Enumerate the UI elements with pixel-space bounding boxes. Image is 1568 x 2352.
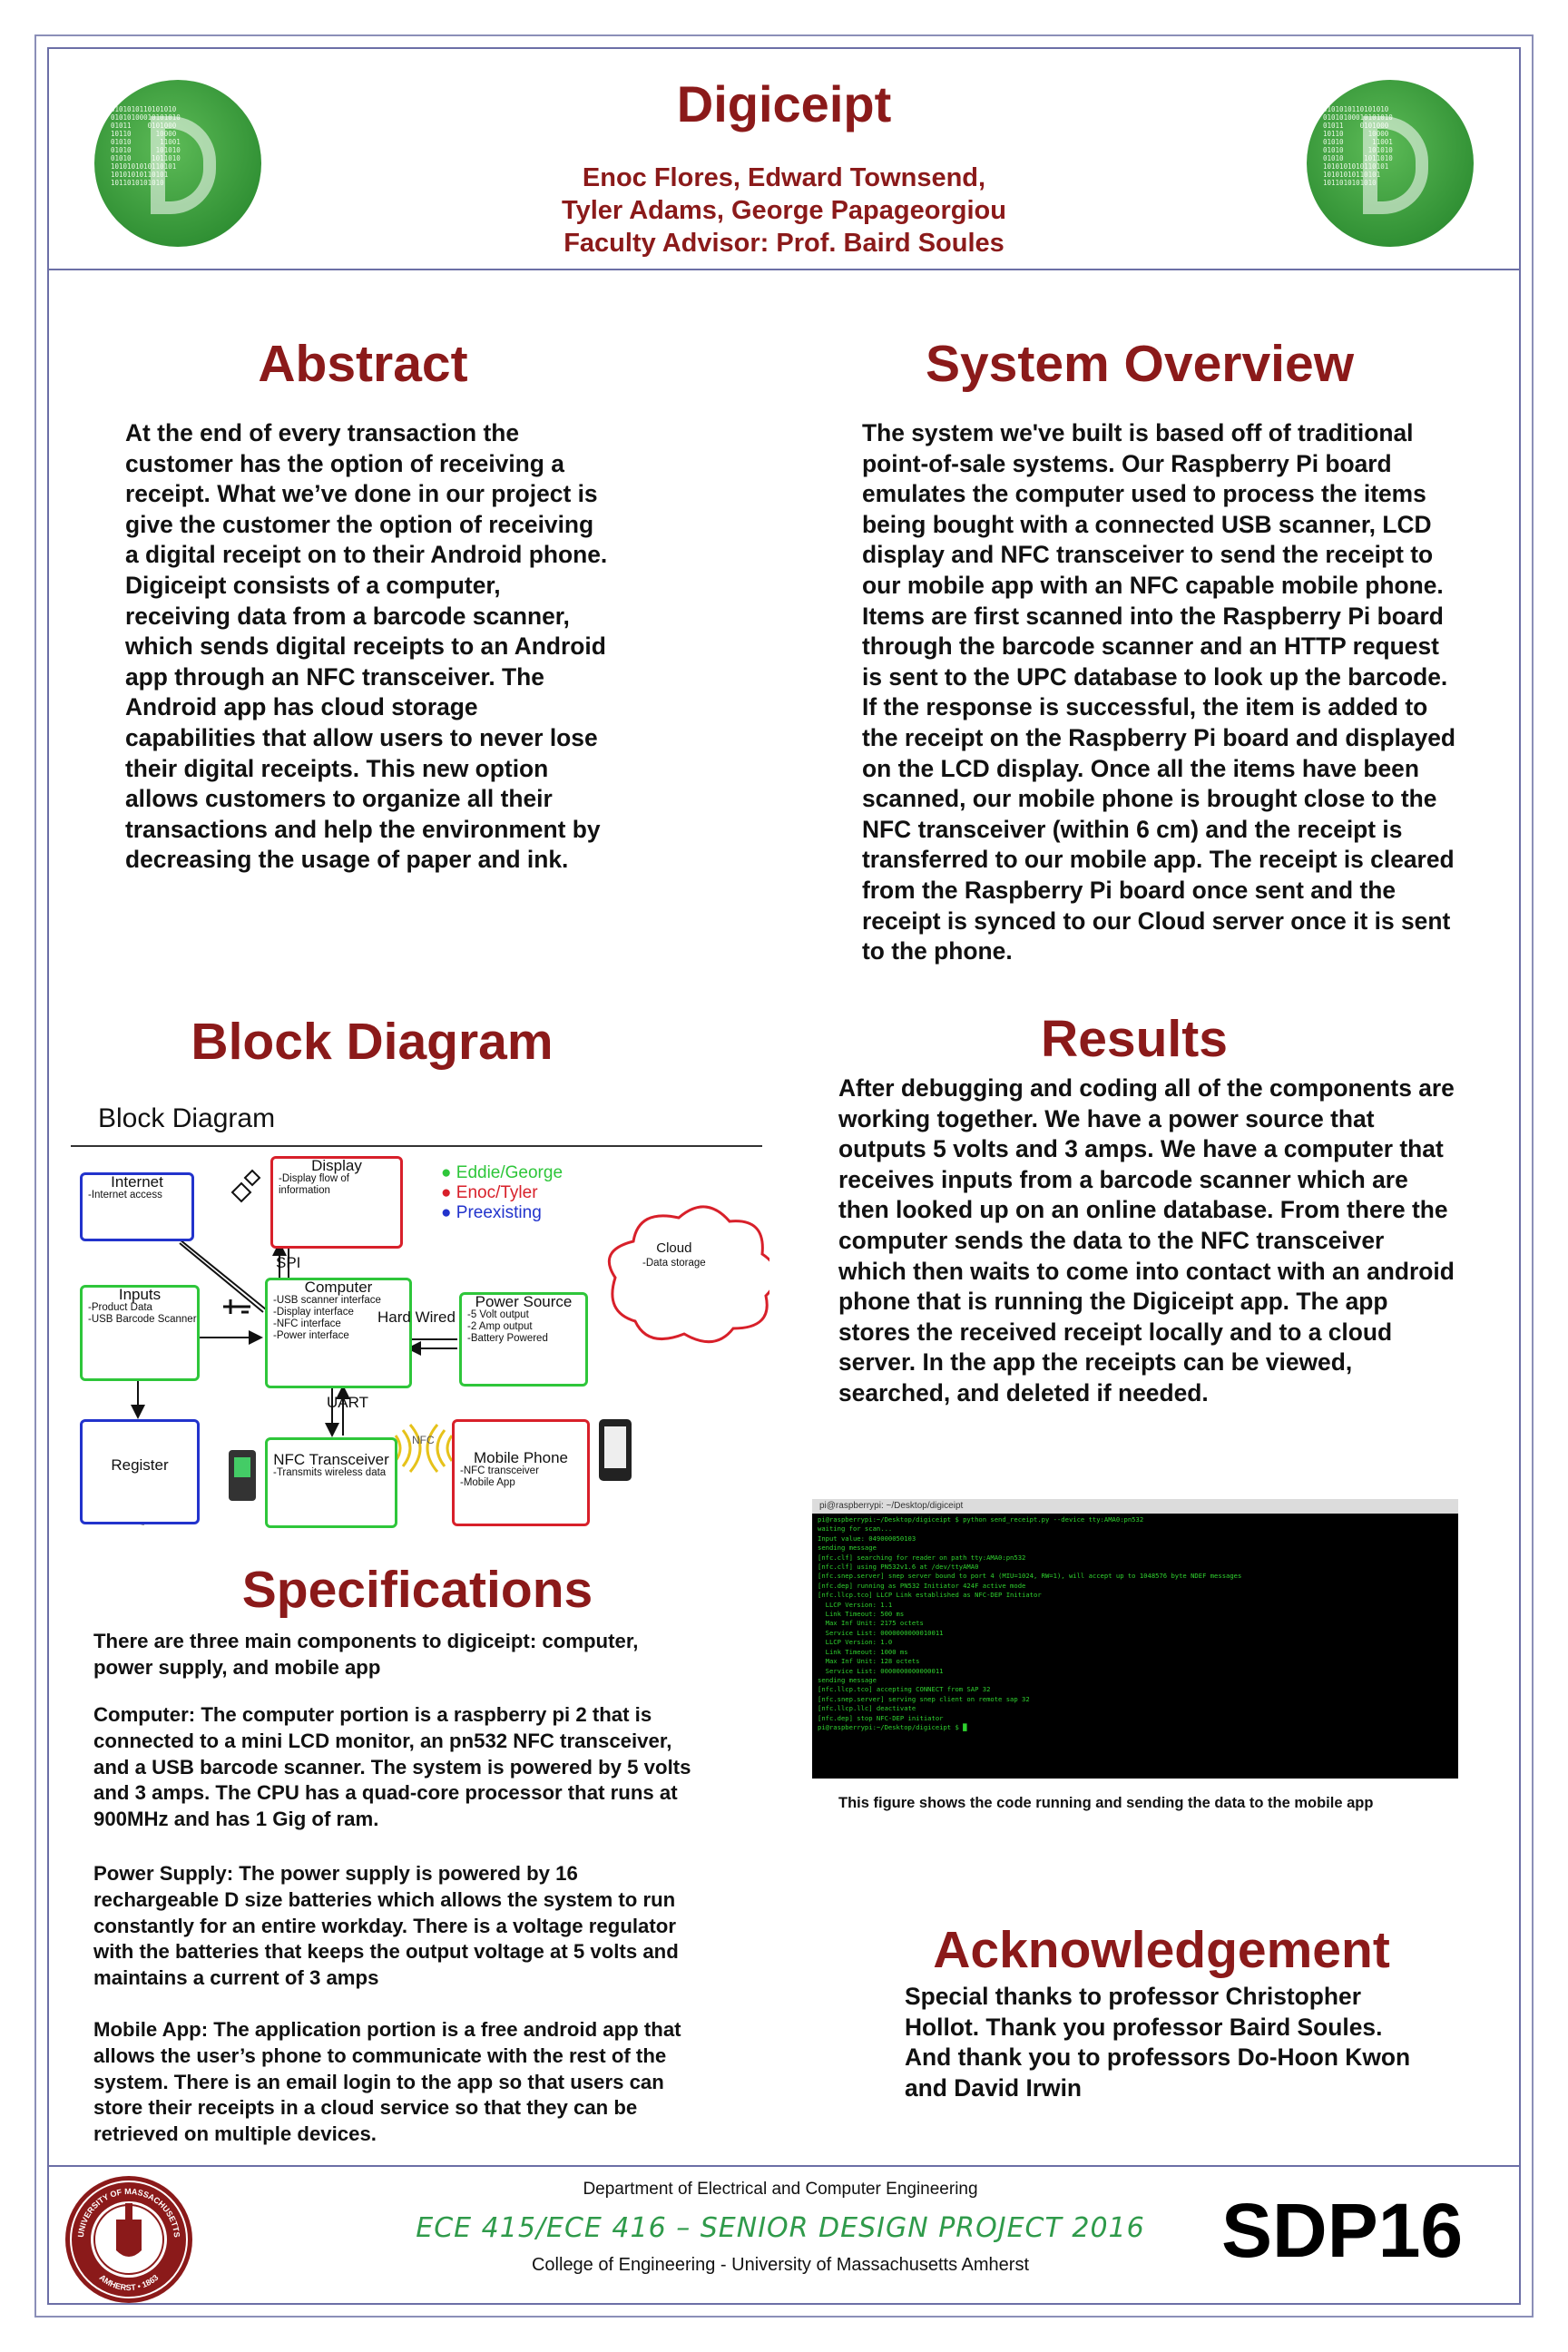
internet-block-title: Internet <box>111 1173 163 1191</box>
computer-block-line-2: -Display interface <box>273 1307 354 1318</box>
computer-block-line-3: -NFC interface <box>273 1318 341 1329</box>
spec-computer: Computer: The computer portion is a raspberry pi 2 that is connected to a mini LCD monitor, an pn532 NFC transceiver, and a USB barcode scanner. The system is powered by 5 volts and 3 amps. The CPU has a quad-core processor that runs at 900MHz and has 1 Gig of ram. <box>93 1703 691 1831</box>
svg-text:AMHERST • 1863: AMHERST • 1863 <box>97 2272 161 2293</box>
acknowledgement-heading: Acknowledgement <box>933 1921 1390 1979</box>
author-line-3: Faculty Advisor: Prof. Baird Soules <box>564 229 1004 258</box>
svg-text:UNIVERSITY OF MASSACHUSETTS: UNIVERSITY OF MASSACHUSETTS <box>75 2186 182 2239</box>
computer-block-line-1: -USB scanner interface <box>273 1295 381 1306</box>
mobile-phone-line-1: -NFC transceiver <box>460 1465 539 1476</box>
power-source-line-1: -5 Volt output <box>467 1309 529 1320</box>
legend-enoc-tyler: ● Enoc/Tyler <box>441 1183 538 1202</box>
course-banner: ECE 415/ECE 416 – SENIOR DESIGN PROJECT 2016 <box>416 2212 1145 2244</box>
cloud-title: Cloud <box>656 1240 692 1256</box>
display-block-line-2: information <box>279 1185 330 1196</box>
header-divider <box>47 269 1521 270</box>
footer-divider <box>47 2165 1521 2167</box>
mobile-phone-title: Mobile Phone <box>474 1449 568 1466</box>
author-line-2: Tyler Adams, George Papageorgiou <box>562 196 1006 225</box>
diagram-legend <box>441 1163 563 1223</box>
power-source-block <box>459 1292 588 1387</box>
terminal-figure-caption: This figure shows the code running and sending the data to the mobile app <box>838 1795 1374 1811</box>
internet-block <box>80 1172 194 1241</box>
digiceipt-logo-left: 0101010110101010 01010100010101010 01011 0101000 10110 10000 01010 11001 01010 101010 01010 1011010 1010101010110101 10101010110101 1011010101010 <box>94 80 261 247</box>
uart-link-label: UART <box>327 1394 368 1411</box>
inputs-block-line-2: -USB Barcode Scanner <box>88 1314 197 1325</box>
power-source-title: Power Source <box>475 1293 573 1310</box>
terminal-title-bar: pi@raspberrypi: ~/Desktop/digiceipt <box>812 1499 1458 1514</box>
block-diagram-figure <box>71 1098 769 1534</box>
spec-mobile-app: Mobile App: The application portion is a free android app that allows the user’s phone to communicate with the rest of the system. There is an email login to the app so that users can store their receipts in a cloud service so that they can be retrieved on multiple devices. <box>93 2018 681 2146</box>
block-diagram-figure-title: Block Diagram <box>98 1103 276 1133</box>
computer-block <box>265 1278 412 1388</box>
display-block <box>270 1156 403 1249</box>
acknowledgement-text: Special thanks to professor Christopher Hollot. Thank you professor Baird Soules. And thank you to professors Do-Hoon Kwon and David Irwin <box>905 1983 1411 2102</box>
cloud-line: -Data storage <box>642 1258 706 1269</box>
hard-wired-link-label: Hard Wired <box>377 1308 456 1326</box>
spi-link-label: SPI <box>276 1254 301 1271</box>
register-block <box>80 1419 200 1524</box>
legend-eddie-george: ● Eddie/George <box>441 1163 564 1182</box>
spec-intro: There are three main components to digiceipt: computer, power supply, and mobile app <box>93 1630 639 1679</box>
power-source-line-3: -Battery Powered <box>467 1333 548 1344</box>
nfc-transceiver-line: -Transmits wireless data <box>273 1467 387 1478</box>
internet-block-line: -Internet access <box>88 1190 162 1200</box>
system-overview-heading: System Overview <box>925 335 1355 393</box>
seal-graphic <box>65 2176 192 2303</box>
system-overview-text: The system we've built is based off of traditional point-of-sale systems. Our Raspberry Pi board emulates the computer used to process the items being bought with a connected USB scanner, LCD display and NFC transceiver to send the receipt to our mobile app with an NFC capable mobile phone. Items are first scanned into the Raspberry Pi board through the barcode scanner and an HTTP request is sent to the UPC database to look up the barcode. If the response is successful, the item is added to the receipt on the Raspberry Pi board and displayed on the LCD display. Once all the items have been scanned, our mobile phone is brought close to the NFC transceiver (within 6 cm) and the receipt is transferred to our mobile app. The receipt is cleared from the Raspberry Pi board once sent and the receipt is synced to our Cloud server once it is sent to the phone. <box>862 419 1456 965</box>
results-text: After debugging and coding all of the components are working together. We have a power source that outputs 5 volts and 3 amps. We have a computer that receives inputs from a barcode scanner which are then looked up on an online database. From there the computer sends the data to the NFC transceiver which then waits to come into contact with an android phone that is running the Digiceipt app. The app stores the received receipt locally and to a cloud server. In the app the receipts can be viewed, searched, and deleted if needed. <box>838 1074 1455 1406</box>
cloud-block <box>642 1241 706 1270</box>
computer-block-title: Computer <box>304 1279 373 1296</box>
poster-title: Digiceipt <box>676 75 892 132</box>
results-heading: Results <box>1041 1010 1228 1068</box>
spec-power-supply: Power Supply: The power supply is powered by 16 rechargeable D size batteries which allows the system to run constantly for an entire workday. There is a voltage regulator with the batteries that keeps the output voltage at 5 volts and maintains a current of 3 amps <box>93 1862 679 1990</box>
power-source-line-2: -2 Amp output <box>467 1321 533 1332</box>
terminal-output: pi@raspberrypi:~/Desktop/digiceipt $ python send_receipt.py --device tty:AMA0:pn532 waiting for scan... Input value: 049000050103 sending message [nfc.clf] searching for reader on path tty:AMA0:pn532 [nfc.clf] using PN532v1.6 at /dev/ttyAMA0 [nfc.snep.server] snep server bound to port 4 (MIU=1024, RW=1), will accept up to 1048576 byte NDEF messages [nfc.dep] running as PN532 Initiator 424F active mode [nfc.llcp.tco] LLCP Link established as NFC-DEP Initiator LLCP Version: 1.1 Link Timeout: 500 ms Max Inf Unit: 2175 octets Service List: 0000000000010011 LLCP Version: 1.0 Link Timeout: 1000 ms Max Inf Unit: 128 octets Service List: 0000000000000011 sending message [nfc.llcp.tco] accepting CONNECT from SAP 32 [nfc.snep.server] serving snep client on remote sap 32 [nfc.llcp.llc] deactivate [nfc.dep] stop NFC-DEP initiator pi@raspberrypi:~/Desktop/digiceipt $ █ <box>818 1515 1242 1731</box>
sdp16-badge: SDP16 <box>1221 2188 1464 2273</box>
display-block-title: Display <box>311 1157 362 1174</box>
digiceipt-logo-right: 0101010110101010 01010100010101010 01011 0101000 10110 10000 01010 11001 01010 101010 01010 1011010 1010101010110101 10101010110101 1011010101010 <box>1307 80 1474 247</box>
inputs-block <box>80 1285 200 1381</box>
nfc-transceiver-block <box>265 1437 397 1528</box>
display-block-line-1: -Display flow of <box>279 1173 349 1184</box>
inputs-block-title: Inputs <box>118 1286 162 1303</box>
computer-block-line-4: -Power interface <box>273 1330 349 1341</box>
specifications-heading: Specifications <box>241 1561 593 1619</box>
inputs-block-line-1: -Product Data <box>88 1302 152 1313</box>
abstract-text: At the end of every transaction the customer has the option of receiving a receipt. What we’ve done in our project is give the customer the option of receiving a digital receipt on to their Android phone. Digiceipt consists of a computer, receiving data from a barcode scanner, which sends digital receipts to an Android app through an NFC transceiver. The Android app has cloud storage capabilities that allow users to never lose their digital receipts. This new option allows customers to organize all their transactions and help the environment by decreasing the usage of paper and ink. <box>125 419 608 874</box>
terminal-screenshot <box>812 1499 1458 1779</box>
abstract-heading: Abstract <box>258 335 468 393</box>
department-name: Department of Electrical and Computer Engineering <box>583 2180 978 2199</box>
author-list <box>272 162 1296 260</box>
nfc-transceiver-title: NFC Transceiver <box>273 1451 389 1468</box>
mobile-phone-line-2: -Mobile App <box>460 1477 515 1488</box>
register-block-title: Register <box>111 1456 169 1474</box>
author-line-1: Enoc Flores, Edward Townsend, <box>582 163 986 192</box>
umass-seal <box>65 2176 192 2303</box>
nfc-wave-label: NFC <box>412 1434 435 1446</box>
legend-preexisting: ● Preexisting <box>441 1203 542 1222</box>
mobile-phone-block <box>452 1419 590 1526</box>
college-name: College of Engineering - University of Massachusetts Amherst <box>531 2255 1030 2275</box>
block-diagram-heading: Block Diagram <box>191 1013 554 1071</box>
